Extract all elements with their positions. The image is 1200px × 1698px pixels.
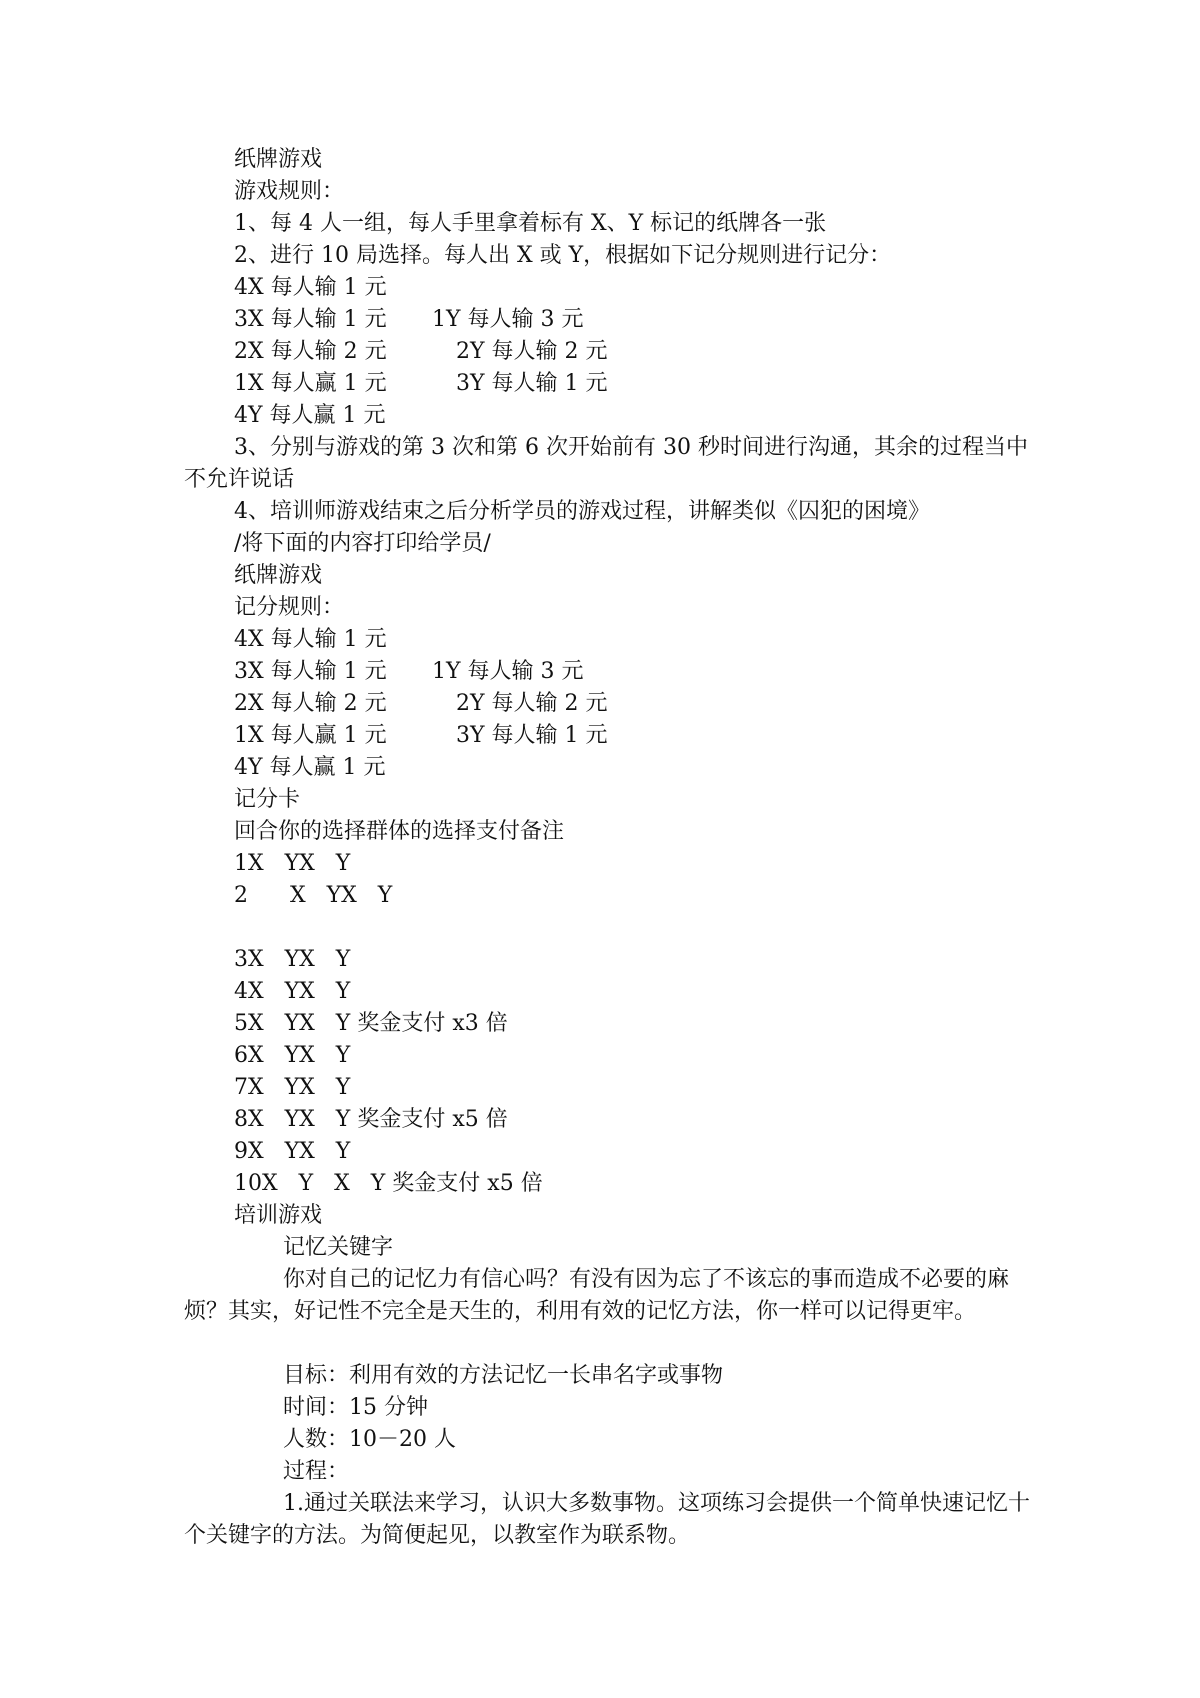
round-row: 5X YX Y 奖金支付 x3 倍 <box>234 1011 508 1036</box>
score-line-right: 3Y 每人输 1 元 <box>456 371 608 396</box>
score-line-right: 2Y 每人输 2 元 <box>456 691 608 716</box>
time-line: 时间：15 分钟 <box>283 1395 428 1420</box>
score-line-right: 1Y 每人输 3 元 <box>432 659 584 684</box>
section1-rules-heading: 游戏规则： <box>234 179 345 204</box>
goal-line: 目标：利用有效的方法记忆一长串名字或事物 <box>283 1363 724 1388</box>
score-line-left: 2X 每人输 2 元 <box>234 691 387 716</box>
people-line: 人数：10－20 人 <box>283 1427 456 1452</box>
score-line-right: 2Y 每人输 2 元 <box>456 339 608 364</box>
round-row: 6X YX Y <box>234 1043 351 1068</box>
section1-rule1: 1、每 4 人一组，每人手里拿着标有 X、Y 标记的纸牌各一张 <box>234 211 827 236</box>
score-line-left: 4X 每人输 1 元 <box>234 275 387 300</box>
print-note: /将下面的内容打印给学员/ <box>234 531 491 556</box>
section2-title: 纸牌游戏 <box>234 563 323 588</box>
round-row: 4X YX Y <box>234 979 351 1004</box>
section1-rule2: 2、进行 10 局选择。每人出 X 或 Y，根据如下记分规则进行记分： <box>234 243 892 268</box>
round-row: 3X YX Y <box>234 947 351 972</box>
step1-paragraph: 1.通过关联法来学习，认识大多数事物。这项练习会提供一个简单快速记忆十个关键字的方法。为简便起见，以教室作为联系物。 <box>184 1491 1030 1548</box>
score-line-left: 4Y 每人赢 1 元 <box>234 403 386 428</box>
round-row: 9X YX Y <box>234 1139 351 1164</box>
score-line-right: 1Y 每人输 3 元 <box>432 307 584 332</box>
card-heading: 记分卡 <box>234 787 301 812</box>
section1-rule3: 3、分别与游戏的第 3 次和第 6 次开始前有 30 秒时间进行沟通，其余的过程当中不允许说话 <box>184 435 1028 492</box>
process-heading: 过程： <box>283 1459 350 1484</box>
score-line-left: 1X 每人赢 1 元 <box>234 371 387 396</box>
score-line-left: 4X 每人输 1 元 <box>234 627 387 652</box>
section1-title: 纸牌游戏 <box>234 147 323 172</box>
score-line-left: 4Y 每人赢 1 元 <box>234 755 386 780</box>
round-row: 8X YX Y 奖金支付 x5 倍 <box>234 1107 508 1132</box>
round-row: 1X YX Y <box>234 851 351 876</box>
card-columns: 回合你的选择群体的选择支付备注 <box>234 819 565 844</box>
intro-paragraph: 你对自己的记忆力有信心吗？有没有因为忘了不该忘的事而造成不必要的麻烦？其实，好记性不完全是天生的，利用有效的记忆方法，你一样可以记得更牢。 <box>184 1267 1010 1324</box>
score-line-left: 1X 每人赢 1 元 <box>234 723 387 748</box>
round-row: 2 X YX Y <box>234 883 393 908</box>
round-row: 10X Y X Y 奖金支付 x5 倍 <box>234 1171 543 1196</box>
game-name: 记忆关键字 <box>283 1235 394 1260</box>
section1-rule4: 4、培训师游戏结束之后分析学员的游戏过程，讲解类似《囚犯的困境》 <box>234 499 930 524</box>
score-line-right: 3Y 每人输 1 元 <box>456 723 608 748</box>
score-line-left: 3X 每人输 1 元 <box>234 659 387 684</box>
section3-title: 培训游戏 <box>234 1203 323 1228</box>
score-line-left: 3X 每人输 1 元 <box>234 307 387 332</box>
section2-rules-heading: 记分规则： <box>234 595 345 620</box>
score-line-left: 2X 每人输 2 元 <box>234 339 387 364</box>
round-row: 7X YX Y <box>234 1075 351 1100</box>
